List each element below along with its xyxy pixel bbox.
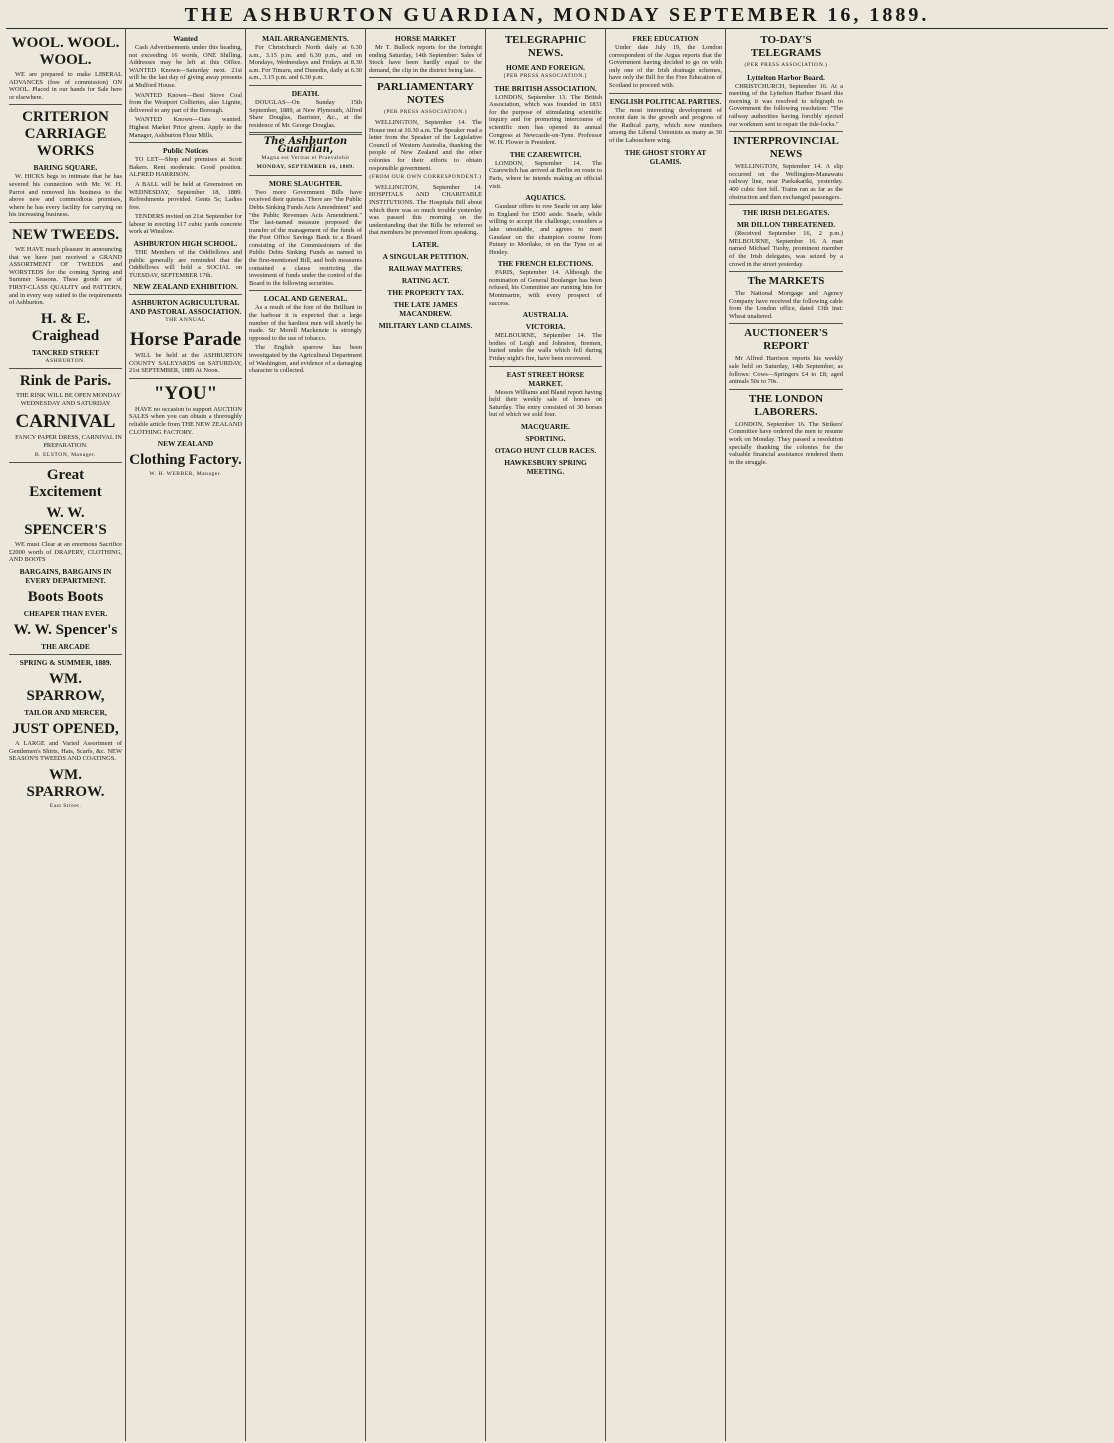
parliament-heading: PARLIAMENTARY NOTES	[377, 81, 474, 107]
english-text: The English sparrow has been investigated by the Agricultural Department of Washington, and evidence of a damaging character is collected.	[249, 344, 362, 375]
divider	[9, 104, 122, 105]
wool-text: WE are prepared to make LIBERAL ADVANCES (free of commission) ON WOOL. Placed in our hands for Sale here or elsewhere.	[9, 71, 122, 101]
divider	[129, 294, 242, 295]
divider	[729, 389, 843, 390]
divider	[249, 85, 362, 86]
column-2	[126, 29, 246, 1441]
irish-heading: THE IRISH DELEGATES.	[742, 208, 830, 218]
wanted-text-2: WANTED Known—Best Stove Coal from the Westport Collieries, also Lignite, delivered to any part of the Borough.	[129, 91, 242, 114]
column-5	[486, 29, 606, 1441]
highschool-heading: ASHBURTON HIGH SCHOOL.	[133, 239, 238, 249]
sporting-heading: SPORTING.	[525, 434, 566, 443]
press-credit: (PER PRESS ASSOCIATION.)	[744, 62, 828, 68]
east-street: East Street.	[49, 802, 82, 809]
spring-heading: SPRING & SUMMER, 1889.	[19, 658, 112, 668]
you-heading: "YOU"	[153, 382, 218, 404]
french-heading: THE FRENCH ELECTIONS.	[497, 259, 594, 269]
press-credit: [PER PRESS ASSOCIATION.]	[503, 73, 588, 79]
local-text: As a result of the fore of the Brilliant in the harbour it is expected that a large number of the hardiest men will shortly be made. Sir Morell Mackenzie is strongly opposed to the use of tobacco.	[249, 304, 362, 342]
ghost-heading: THE GHOST STORY AT GLAMIS.	[624, 147, 707, 166]
divider	[369, 77, 482, 78]
divider	[9, 654, 122, 655]
mail-heading: MAIL ARRANGEMENTS.	[262, 34, 349, 43]
own-correspondent: (FROM OUR OWN CORRESPONDENT.)	[369, 174, 482, 181]
spencer-heading: W. W. SPENCER'S	[24, 505, 107, 539]
notices-text: TO LET—Shop and premises at Scott Bakers. Rent moderate. Good position. ALFRED HARRISON.	[129, 156, 242, 179]
divider	[9, 462, 122, 463]
dateline: MONDAY, SEPTEMBER 16, 1889.	[256, 164, 355, 171]
arcade-sub: THE ARCADE	[41, 642, 90, 652]
sparrow-heading: WM. SPARROW,	[26, 671, 105, 705]
petition-heading: A SINGULAR PETITION.	[382, 251, 469, 261]
victoria-text: MELBOURNE, September 14. The bodies of Leigh and Johnston, firemen, buried under the walls which fell during Friday night's fire, have been recovered.	[489, 332, 602, 363]
wanted-text: Cash Advertisements under this heading, not exceeding 16 words, ONE Shilling. Addresses may be left at this Office. WANTED Known—Saturday next. 21st will be the last day of giving away presents at Mulford House.	[129, 44, 242, 89]
column-6	[606, 29, 726, 1441]
factory-sub: NEW ZEALAND	[157, 439, 214, 449]
criterion-heading: CRITERION CARRIAGE WORKS	[22, 109, 109, 160]
rating-heading: RATING ACT.	[401, 275, 450, 285]
arcade-heading: W. W. Spencer's	[13, 622, 118, 639]
railways-heading: RAILWAY MATTERS.	[388, 263, 463, 273]
divider	[9, 222, 122, 223]
divider	[609, 93, 722, 94]
column-7	[726, 29, 846, 1441]
masthead: THE ASHBURTON GUARDIAN, MONDAY SEPTEMBER 16, 1889.	[6, 2, 1108, 29]
column-3	[246, 29, 366, 1441]
telegrams-heading: TO-DAY'S TELEGRAMS	[750, 34, 822, 59]
aquatics-heading: AQUATICS.	[525, 193, 566, 203]
leader-heading: MORE SLAUGHTER.	[268, 178, 343, 188]
horse-market-text: Mr T. Bullock reports for the fortnight ending Saturday, 14th September: Sales of Stock have been hardly equal to the demand, the clip in the district being late.	[369, 44, 482, 74]
lyttelton-heading: Lyttelton Harbor Board.	[747, 72, 825, 82]
auction-heading: AUCTIONEER'S REPORT	[744, 327, 828, 353]
pastoral-heading: ASHBURTON AGRICULTURAL AND PASTORAL ASSOCIATION.	[129, 298, 242, 317]
bargains-heading: BARGAINS, BARGAINS IN EVERY DEPARTMENT.	[19, 567, 112, 586]
interprovincial-heading: INTERPROVINCIAL NEWS	[733, 135, 839, 161]
telegraph-sub: HOME AND FOREIGN.	[505, 63, 586, 72]
later-heading: LATER.	[412, 239, 439, 249]
wool-heading: WOOL. WOOL. WOOL.	[11, 35, 120, 68]
spencer-text: WE must Clear at an enormous Sacrifice £2000 worth of DRAPERY, CLOTHING, AND BOOTS	[9, 541, 122, 564]
death-heading: DEATH.	[291, 88, 320, 98]
interprovincial-text: WELLINGTON, September 14. A slip occurred on the Wellington-Manawatu railway line, near Paekakariki, yesterday. 400 cubic feet fell. Trains ran as far as the obstruction and then exchanged passengers.	[729, 163, 843, 201]
craighead-heading: H. & E. Craighead	[31, 310, 100, 344]
divider	[489, 366, 602, 367]
assoc-text: LONDON, September 13. The British Association, which was founded in 1831 for the purpose of stimulating scientific inquiry and for promoting intercourse of scientific men has opened its annual Congress at Newcastle-on-Tyne. Professor W. H. Flower is President.	[489, 93, 602, 147]
divider	[129, 142, 242, 143]
carnival-heading: CARNIVAL	[15, 411, 116, 433]
macquarie-heading: MACQUARIE.	[520, 422, 571, 431]
australia-heading: AUSTRALIA.	[522, 310, 569, 320]
free-education-text: Under date July 19, the London correspondent of the Argus reports that the Government having decided to go on with only one of the Irish drainage schemes, have only the Bill for the Free Education of Scotland to proceed with.	[609, 44, 722, 89]
horse-parade-text: WILL be held at the ASHBURTON COUNTY SALEYARDS on SATURDAY, 21st SEPTEMBER, 1889 At Noon.	[129, 352, 242, 375]
laborers-heading: THE LONDON LABORERS.	[748, 392, 824, 418]
divider	[729, 204, 843, 205]
oddfellows-text: THE Members of the Oddfellows and public generally are reminded that the Oddfellows will hold a SOCIAL on TUESDAY, SEPTEMBER 17th.	[129, 249, 242, 279]
parliament-text: WELLINGTON, September 14. The House met at 10.30 a.m. The Speaker read a letter from the Speaker of the Legislative Council of Western Australia, thanking the people of New Zealand and the other colonies for their efforts to obtain responsible government.	[369, 118, 482, 172]
you-text: HAVE no occasion to support AUCTION SALES when you can obtain a thoroughly reliable article from THE NEW ZEALAND CLOTHING FACTORY.	[129, 405, 242, 436]
markets-text: The National Mortgage and Agency Company have received the following cable from the London office, dated 13th inst: Wheat unaltered.	[729, 290, 843, 320]
east-market-heading: EAST STREET HORSE MARKET.	[506, 369, 585, 388]
death-text: DOUGLAS—On Sunday 15th September, 1889, at New Plymouth, Alfred Shaw Douglas, Barrister, &c., at the residence of Mr. George Douglas.	[249, 98, 362, 129]
divider	[129, 378, 242, 379]
elston-sig: B. ELSTON, Manager.	[34, 451, 97, 458]
fancy-text: FANCY PAPER DRESS, CARNIVAL IN PREPARATION.	[15, 434, 122, 450]
opened-text: A LARGE and Varied Assortment of Gentlemen's Shirts, Hats, Scarfs, &c. NEW SEASON'S TWEEDS AND COATINGS.	[9, 740, 122, 763]
criterion-sub: BARING SQUARE.	[33, 163, 98, 173]
opened-heading: JUST OPENED,	[12, 721, 119, 738]
columns	[6, 29, 1108, 1441]
horse-parade-heading: Horse Parade	[129, 329, 242, 351]
sparrow2-heading: WM. SPARROW.	[26, 766, 105, 800]
column-4	[366, 29, 486, 1441]
free-education-heading: FREE EDUCATION	[632, 34, 699, 43]
aquatics-text: Gaudaur offers to row Searle on any lake in England for £500 aside. Searle, while willing to accept the challenge, considers a lake unsuitable, and agrees to meet Gaudaur on the champion course from Putney to Mortlake, or on the Tyne or at Henley.	[489, 203, 602, 256]
tweeds-heading: NEW TWEEDS.	[12, 226, 119, 243]
craighead-sub: TANCRED STREET	[31, 347, 99, 357]
notices-heading: Public Notices	[163, 146, 208, 156]
divider	[249, 175, 362, 176]
czar-heading: THE CZAREWITCH.	[509, 149, 582, 159]
assoc-heading: THE BRITISH ASSOCIATION.	[494, 83, 597, 93]
political-text: The most interesting development of recent date is the growth and progress of the Radical party, which now numbers among the Liberal Unionists as many as 30 of the Labouchere wing.	[609, 106, 722, 144]
otago-heading: OTAGO HUNT CLUB RACES.	[494, 446, 597, 455]
mail-text: For Christchurch North daily at 6.30 a.m., 3.15 p.m. and 6.30 p.m., and on Mondays, Wednesdays and Fridays at 8.30 a.m. For Timaru, and Dunedin, daily at 6.30 a.m., 3.15 p.m. and 6.30 p.m.	[249, 44, 362, 82]
local-heading: LOCAL AND GENERAL.	[263, 294, 348, 304]
wanted-text-3: WANTED Known—Oats wanted. Highest Market Price given. Apply to the Manager, Ashburton Flour Mills.	[129, 116, 242, 139]
lyttelton-text: CHRISTCHURCH, September 16. At a meeting of the Lyttelton Harbor Board this morning it was resolved to telegraph to Government the following resolution: "The railway authorities having forcibly ejected our workmen sent to repair the tide-locks."	[729, 82, 843, 128]
sparrow-sub: TAILOR AND MERCER,	[24, 708, 107, 718]
ball-text: A BALL will be held at Greenstreet on WEDNESDAY, September 18, 1889. Refreshments provided. Gents 5s; Ladies free.	[129, 180, 242, 211]
wanted-heading: Wanted	[173, 34, 198, 43]
hawkes-heading: HAWKESBURY SPRING MEETING.	[504, 458, 587, 476]
east-market-text: Messrs Williams and Bland report having held their weekly sale of horses on Saturday. The entry consisted of 30 horses but of which we sold four.	[489, 388, 602, 419]
irish-sub: MR DILLON THREATENED.	[736, 220, 836, 230]
tenders-text: TENDERS invited on 21st September for labour in erecting 117 cubic yards concrete work at Winslow.	[129, 213, 242, 236]
political-heading: ENGLISH POLITICAL PARTIES.	[609, 96, 722, 106]
webber-sig: W. H. WEBBER, Manager.	[149, 471, 222, 478]
horse-market-heading: HORSE MARKET	[395, 34, 456, 43]
criterion-text: W. HICKS begs to intimate that he has severed his connection with Mr. W. H. Parrot and removed his business to the above new and commodious premises, where he has every facility for carrying on his increasing business.	[9, 173, 122, 219]
military-heading: MILITARY LAND CLAIMS.	[378, 320, 473, 330]
leader-text: Two more Government Bills have received their quietus. There are "the Public Debts Sinking Funds Acts Amendment" and "the Public Revenues Acts Amendment." The last-named measure proposed the transfer of the management of the funds of the Post Office Savings Bank to a Board consisting of the Commissioners of the Public Debts Sinking Funds as named in the first-mentioned Bill, and both measures contained a clause restricting the investment of funds under the control of the Board to the following securities.	[249, 188, 362, 287]
auction-text: Mr Alfred Harrison reports his weekly sale held on Saturday, 14th September, as follows: Cows—Springers £4 to £8; aged animals 50s to 70s.	[729, 355, 843, 386]
nameplate: The Ashburton Guardian,	[263, 136, 348, 155]
craighead-town: ASHBURTON.	[45, 357, 86, 364]
victoria-heading: VICTORIA.	[525, 322, 566, 332]
own-text: WELLINGTON, September 14. HOSPITALS AND CHARITABLE INSTITUTIONS. The Hospitals Bill about which there was so much trouble yesterday was passed this morning on the understanding that the Bills be referred so that members be prevented from speaking.	[369, 183, 482, 237]
divider	[729, 131, 843, 132]
divider	[729, 271, 843, 272]
press-credit: (PER PRESS ASSOCIATION.)	[383, 109, 468, 116]
divider	[9, 368, 122, 369]
excitement-heading: Great Excitement	[29, 467, 102, 501]
divider	[729, 323, 843, 324]
column-1	[6, 29, 126, 1441]
divider	[249, 290, 362, 291]
boots-sub: CHEAPER THAN EVER.	[23, 609, 108, 619]
factory-heading: Clothing Factory.	[129, 452, 242, 469]
tweeds-text: WE HAVE much pleasure in announcing that we have just received a GRAND ASSORTMENT OF TWEEDS and WORSTEDS for the coming Spring and Summer Seasons. These goods are of FIRST-CLASS QUALITY and PATTERN, and in every way suited to the requirements of Ashburton.	[9, 245, 122, 307]
french-text: PARIS, September 14. Although the nomination of General Boulanger has been refused, his Committee are running him for Montmartre, with every prospect of success.	[489, 269, 602, 307]
czar-text: LONDON, September 14. The Czarewitch has arrived at Berlin en route to Paris, where he intends making an official visit.	[489, 159, 602, 190]
rink-text: THE RINK WILL BE OPEN MONDAY WEDNESDAY AND SATURDAY	[16, 392, 121, 407]
motto: Magna est Veritas et Praevalebit	[261, 154, 350, 161]
irish-text: (Received September 16, 2 p.m.) MELBOURNE, September 16. A man named Michael Tuohy, prominent member of the Irish delegates, was seized by a crowd in the street yesterday.	[729, 230, 843, 268]
rink-heading: Rink de Paris.	[19, 373, 112, 390]
telegraph-heading: TELEGRAPHIC NEWS.	[504, 34, 587, 59]
property-heading: THE PROPERTY TAX.	[387, 287, 464, 297]
boots-heading: Boots Boots	[27, 589, 104, 606]
laborers-text: LONDON, September 16. The Strikers' Committee have ordered the men to resume work on Monday. They passed a resolution specially thanking the colonies for the valuable financial assistance rendered them in the struggle.	[729, 420, 843, 466]
exhibition-heading: NEW ZEALAND EXHIBITION.	[133, 282, 238, 292]
annual-label: THE ANNUAL	[165, 317, 206, 324]
markets-heading: The MARKETS	[747, 275, 825, 288]
macandrew-heading: THE LATE JAMES MACANDREW.	[393, 299, 458, 318]
double-divider	[249, 132, 362, 135]
